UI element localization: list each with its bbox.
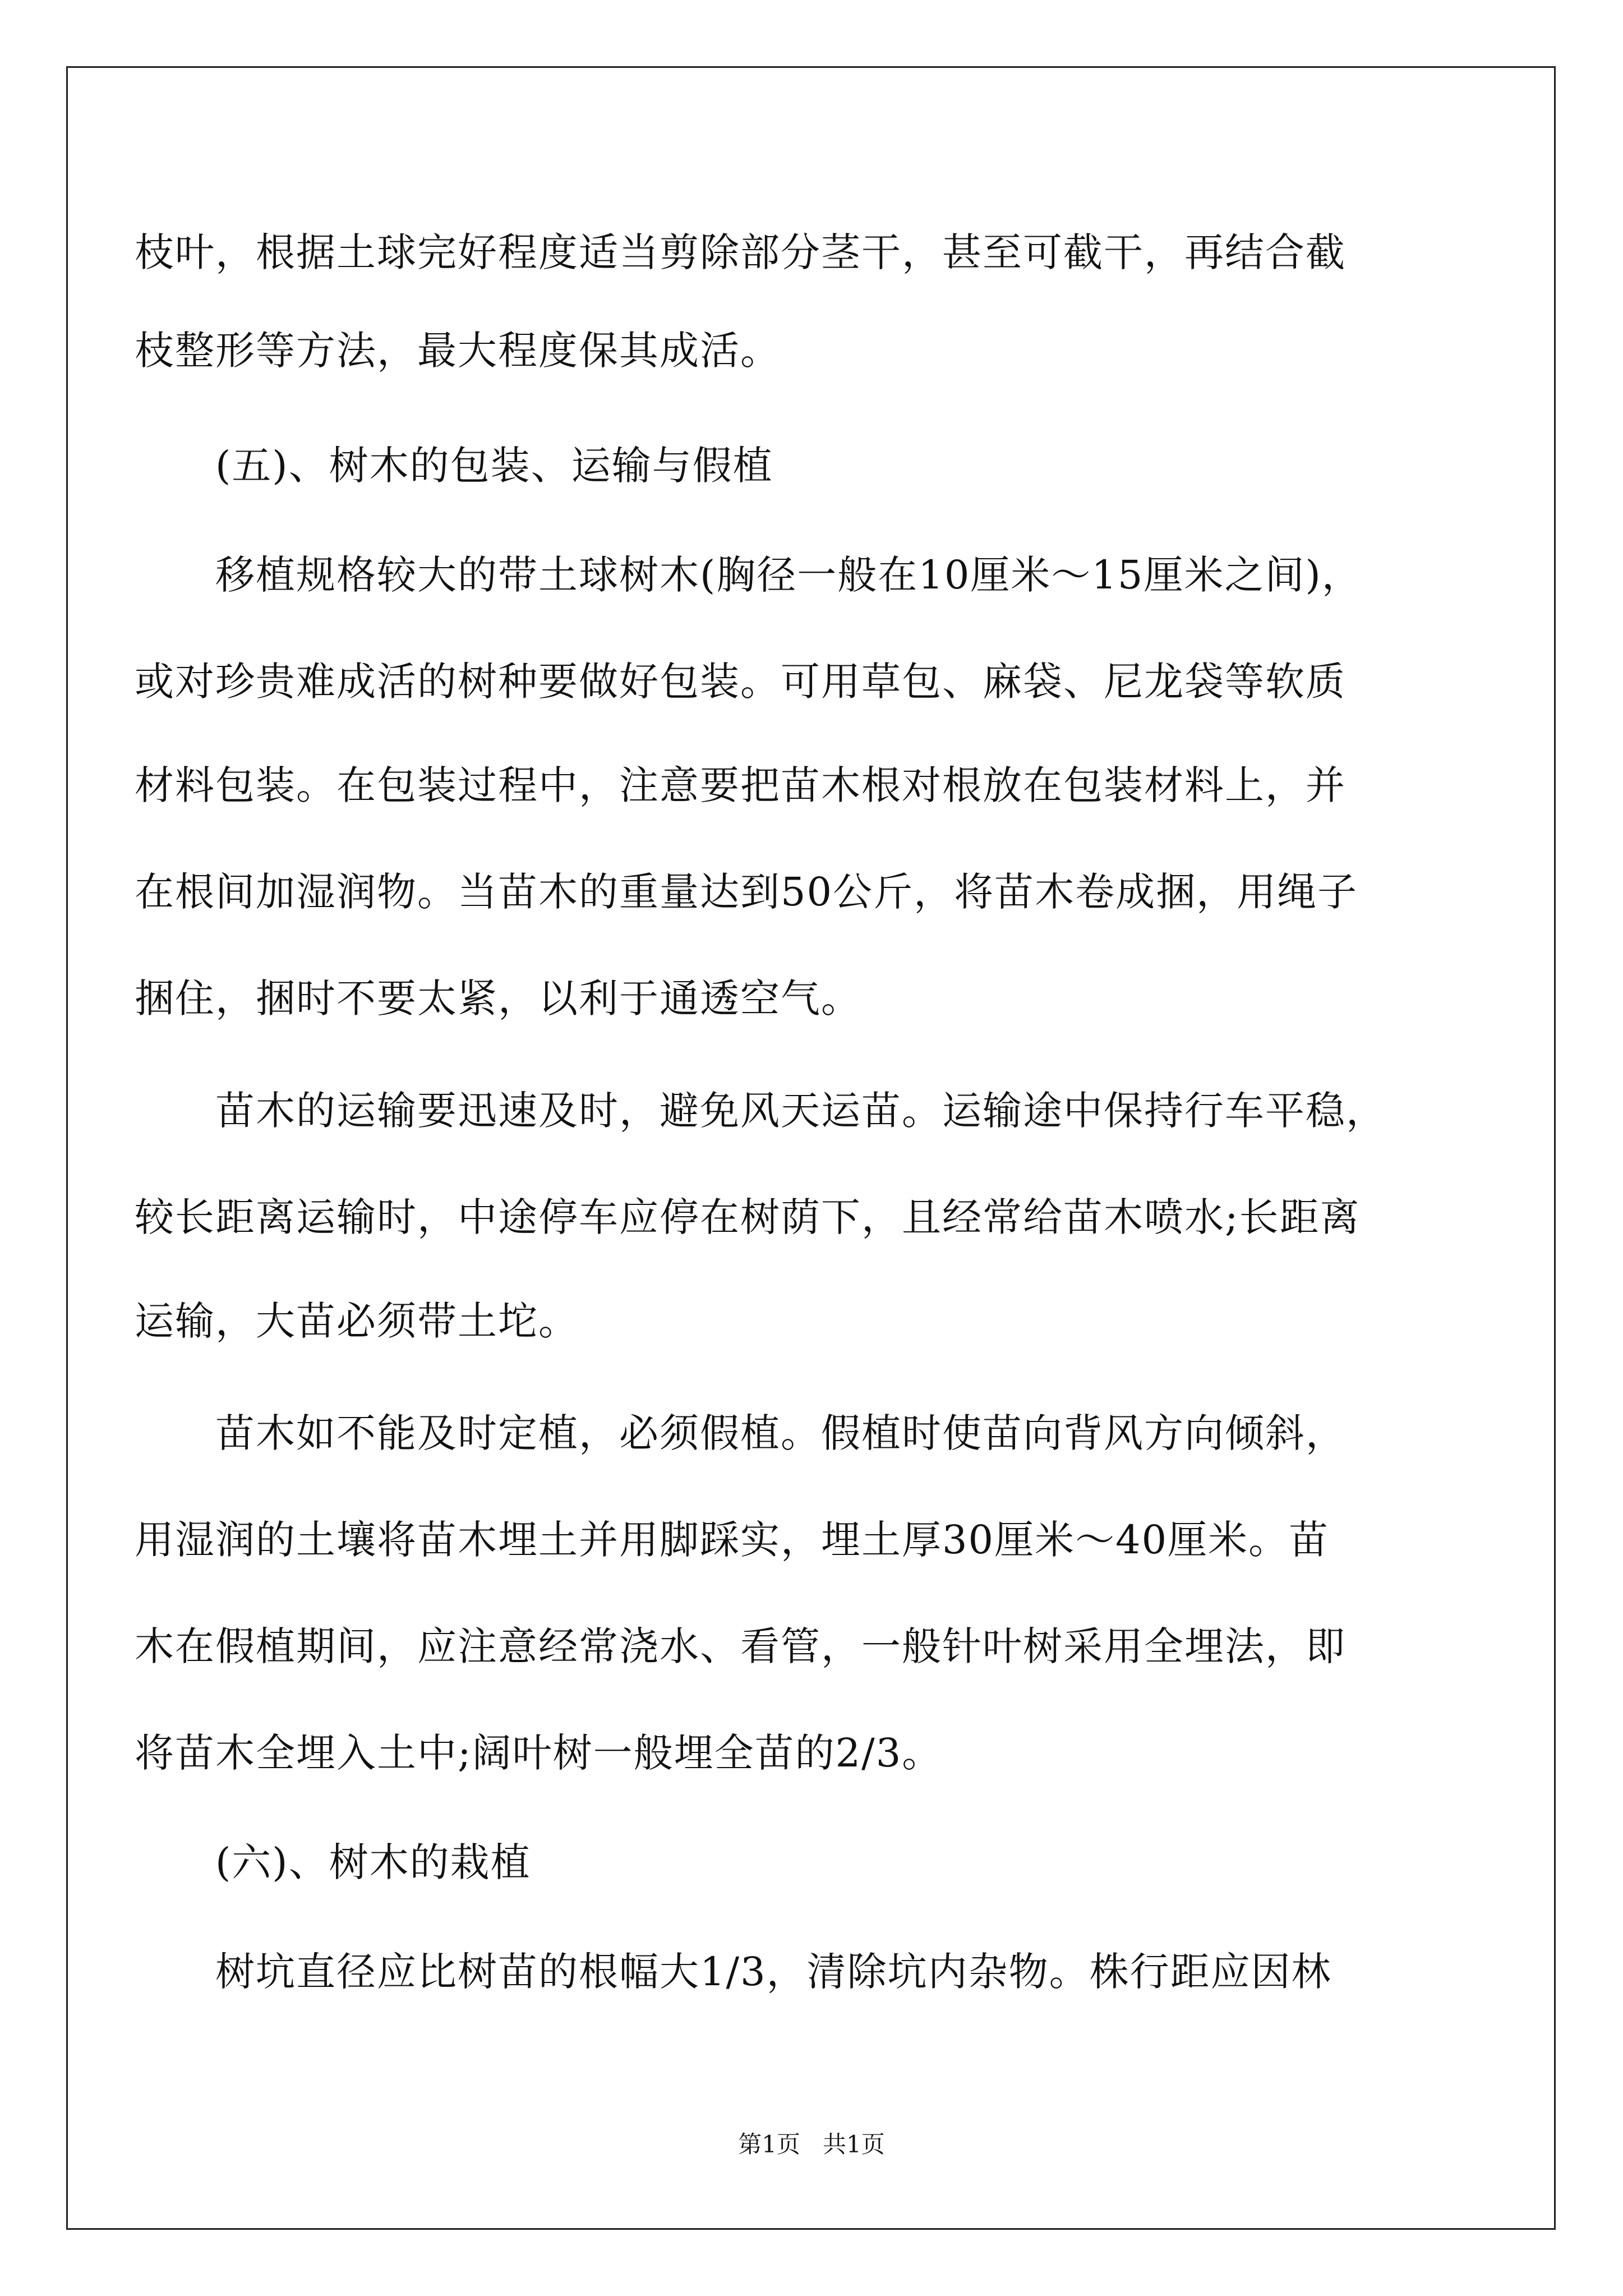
text-line: 运输，大苗必须带土坨。 <box>135 1298 579 1344</box>
text-line: 或对珍贵难成活的树种要做好包装。可用草包、麻袋、尼龙袋等软质 <box>135 659 1346 705</box>
text-line: 枝叶，根据土球完好程度适当剪除部分茎干，甚至可截干，再结合截 <box>135 229 1346 275</box>
text-line: 苗木如不能及时定植，必须假植。假植时使苗向背风方向倾斜， <box>135 1410 1346 1456</box>
text-line: 用湿润的土壤将苗木埋土并用脚踩实，埋土厚30厘米～40厘米。苗 <box>135 1517 1330 1563</box>
page-footer: 第1页 共1页 <box>738 2131 885 2158</box>
text-line: 树坑直径应比树苗的根幅大1/3，清除坑内杂物。株行距应因林 <box>135 1949 1332 1995</box>
text-line: 木在假植期间，应注意经常浇水、看管，一般针叶树采用全埋法，即 <box>135 1623 1346 1669</box>
text-line: 材料包装。在包装过程中，注意要把苗木根对根放在包装材料上，并 <box>135 762 1346 808</box>
text-line: 在根间加湿润物。当苗木的重量达到50公斤，将苗木卷成捆，用绳子 <box>135 869 1358 915</box>
text-line: 苗木的运输要迅速及时，避免风天运苗。运输途中保持行车平稳， <box>135 1088 1386 1134</box>
text-line: 移植规格较大的带土球树木(胸径一般在10厘米～15厘米之间)， <box>135 552 1362 598</box>
text-line: 枝整形等方法，最大程度保其成活。 <box>135 328 781 374</box>
section-heading: (六)、树木的栽植 <box>135 1839 531 1885</box>
text-line: 较长距离运输时，中途停车应停在树荫下，且经常给苗木喷水;长距离 <box>135 1194 1361 1240</box>
text-line: 捆住，捆时不要太紧，以利于通透空气。 <box>135 976 861 1022</box>
section-heading: (五)、树木的包装、运输与假植 <box>135 443 773 489</box>
text-line: 将苗木全埋入土中;阔叶树一般埋全苗的2/3。 <box>135 1730 943 1776</box>
page-border <box>66 66 1556 2230</box>
